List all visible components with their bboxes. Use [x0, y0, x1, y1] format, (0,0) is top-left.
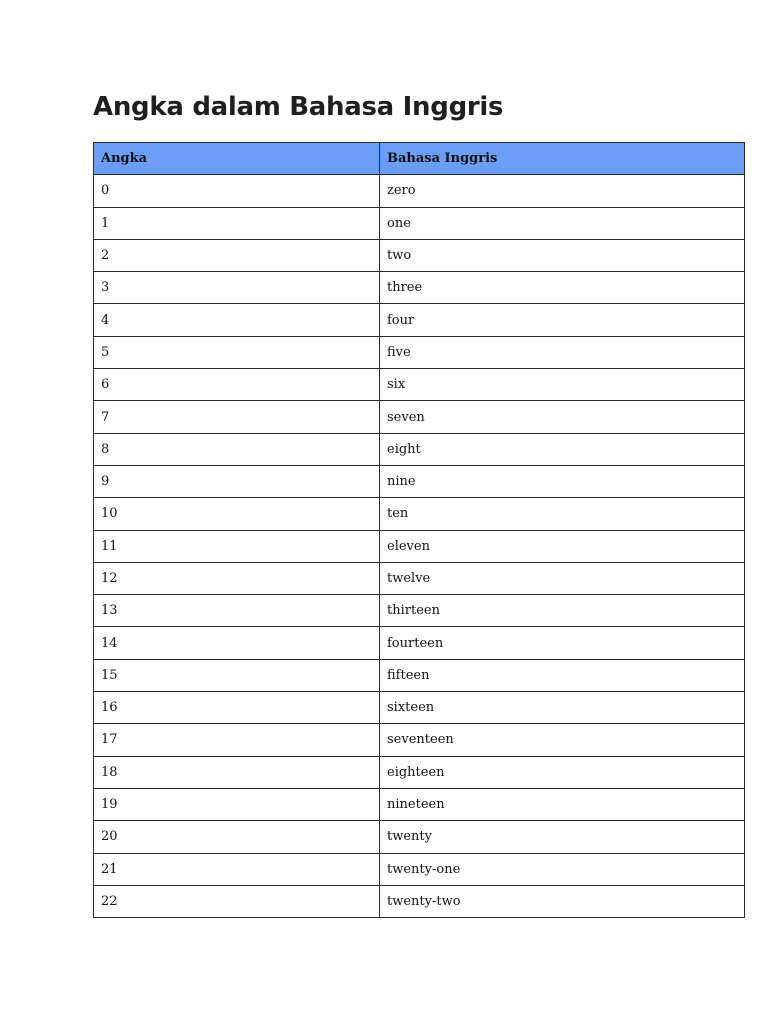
english-word-cell: six [380, 369, 745, 401]
table-row [94, 465, 745, 497]
english-word-cell: one [380, 207, 745, 239]
english-word-cell: seven [380, 401, 745, 433]
english-word-cell: nine [380, 465, 745, 497]
english-word-cell: twenty-one [380, 853, 745, 885]
english-word-cell: thirteen [380, 595, 745, 627]
table-row [94, 821, 745, 853]
table-row [94, 207, 745, 239]
number-cell: 8 [94, 433, 380, 465]
english-word-cell: ten [380, 498, 745, 530]
table-body [94, 175, 745, 918]
table-row [94, 239, 745, 271]
table-row [94, 336, 745, 368]
table-row [94, 756, 745, 788]
table-row [94, 433, 745, 465]
table-row [94, 272, 745, 304]
number-cell: 19 [94, 788, 380, 820]
column-header-bahasa-inggris: Bahasa Inggris [380, 143, 745, 175]
table-row [94, 530, 745, 562]
number-cell: 10 [94, 498, 380, 530]
table-row [94, 788, 745, 820]
table-row [94, 724, 745, 756]
table-row [94, 304, 745, 336]
number-cell: 12 [94, 562, 380, 594]
number-cell: 14 [94, 627, 380, 659]
column-header-angka: Angka [94, 143, 380, 175]
english-word-cell: three [380, 272, 745, 304]
english-word-cell: five [380, 336, 745, 368]
english-word-cell: eleven [380, 530, 745, 562]
english-word-cell: nineteen [380, 788, 745, 820]
english-word-cell: fourteen [380, 627, 745, 659]
number-cell: 5 [94, 336, 380, 368]
english-word-cell: two [380, 239, 745, 271]
english-word-cell: twenty [380, 821, 745, 853]
number-cell: 4 [94, 304, 380, 336]
number-cell: 18 [94, 756, 380, 788]
number-cell: 11 [94, 530, 380, 562]
page-title: Angka dalam Bahasa Inggris [93, 92, 504, 122]
english-word-cell: twenty-two [380, 885, 745, 917]
numbers-table [93, 142, 745, 918]
number-cell: 22 [94, 885, 380, 917]
english-word-cell: eight [380, 433, 745, 465]
table-row [94, 627, 745, 659]
table-row [94, 401, 745, 433]
table-row [94, 498, 745, 530]
table-row [94, 369, 745, 401]
english-word-cell: seventeen [380, 724, 745, 756]
number-cell: 1 [94, 207, 380, 239]
table-header-row [94, 143, 745, 175]
table-row [94, 853, 745, 885]
english-word-cell: twelve [380, 562, 745, 594]
table-header [94, 143, 745, 175]
number-cell: 13 [94, 595, 380, 627]
number-cell: 16 [94, 692, 380, 724]
table-row [94, 595, 745, 627]
table-row [94, 692, 745, 724]
english-word-cell: four [380, 304, 745, 336]
number-cell: 20 [94, 821, 380, 853]
table-row [94, 659, 745, 691]
english-word-cell: fifteen [380, 659, 745, 691]
english-word-cell: eighteen [380, 756, 745, 788]
number-cell: 0 [94, 175, 380, 207]
table-row [94, 175, 745, 207]
number-cell: 15 [94, 659, 380, 691]
number-cell: 9 [94, 465, 380, 497]
number-cell: 21 [94, 853, 380, 885]
number-cell: 2 [94, 239, 380, 271]
number-cell: 3 [94, 272, 380, 304]
table-row [94, 885, 745, 917]
number-cell: 6 [94, 369, 380, 401]
english-word-cell: sixteen [380, 692, 745, 724]
table-row [94, 562, 745, 594]
english-word-cell: zero [380, 175, 745, 207]
number-cell: 17 [94, 724, 380, 756]
number-cell: 7 [94, 401, 380, 433]
